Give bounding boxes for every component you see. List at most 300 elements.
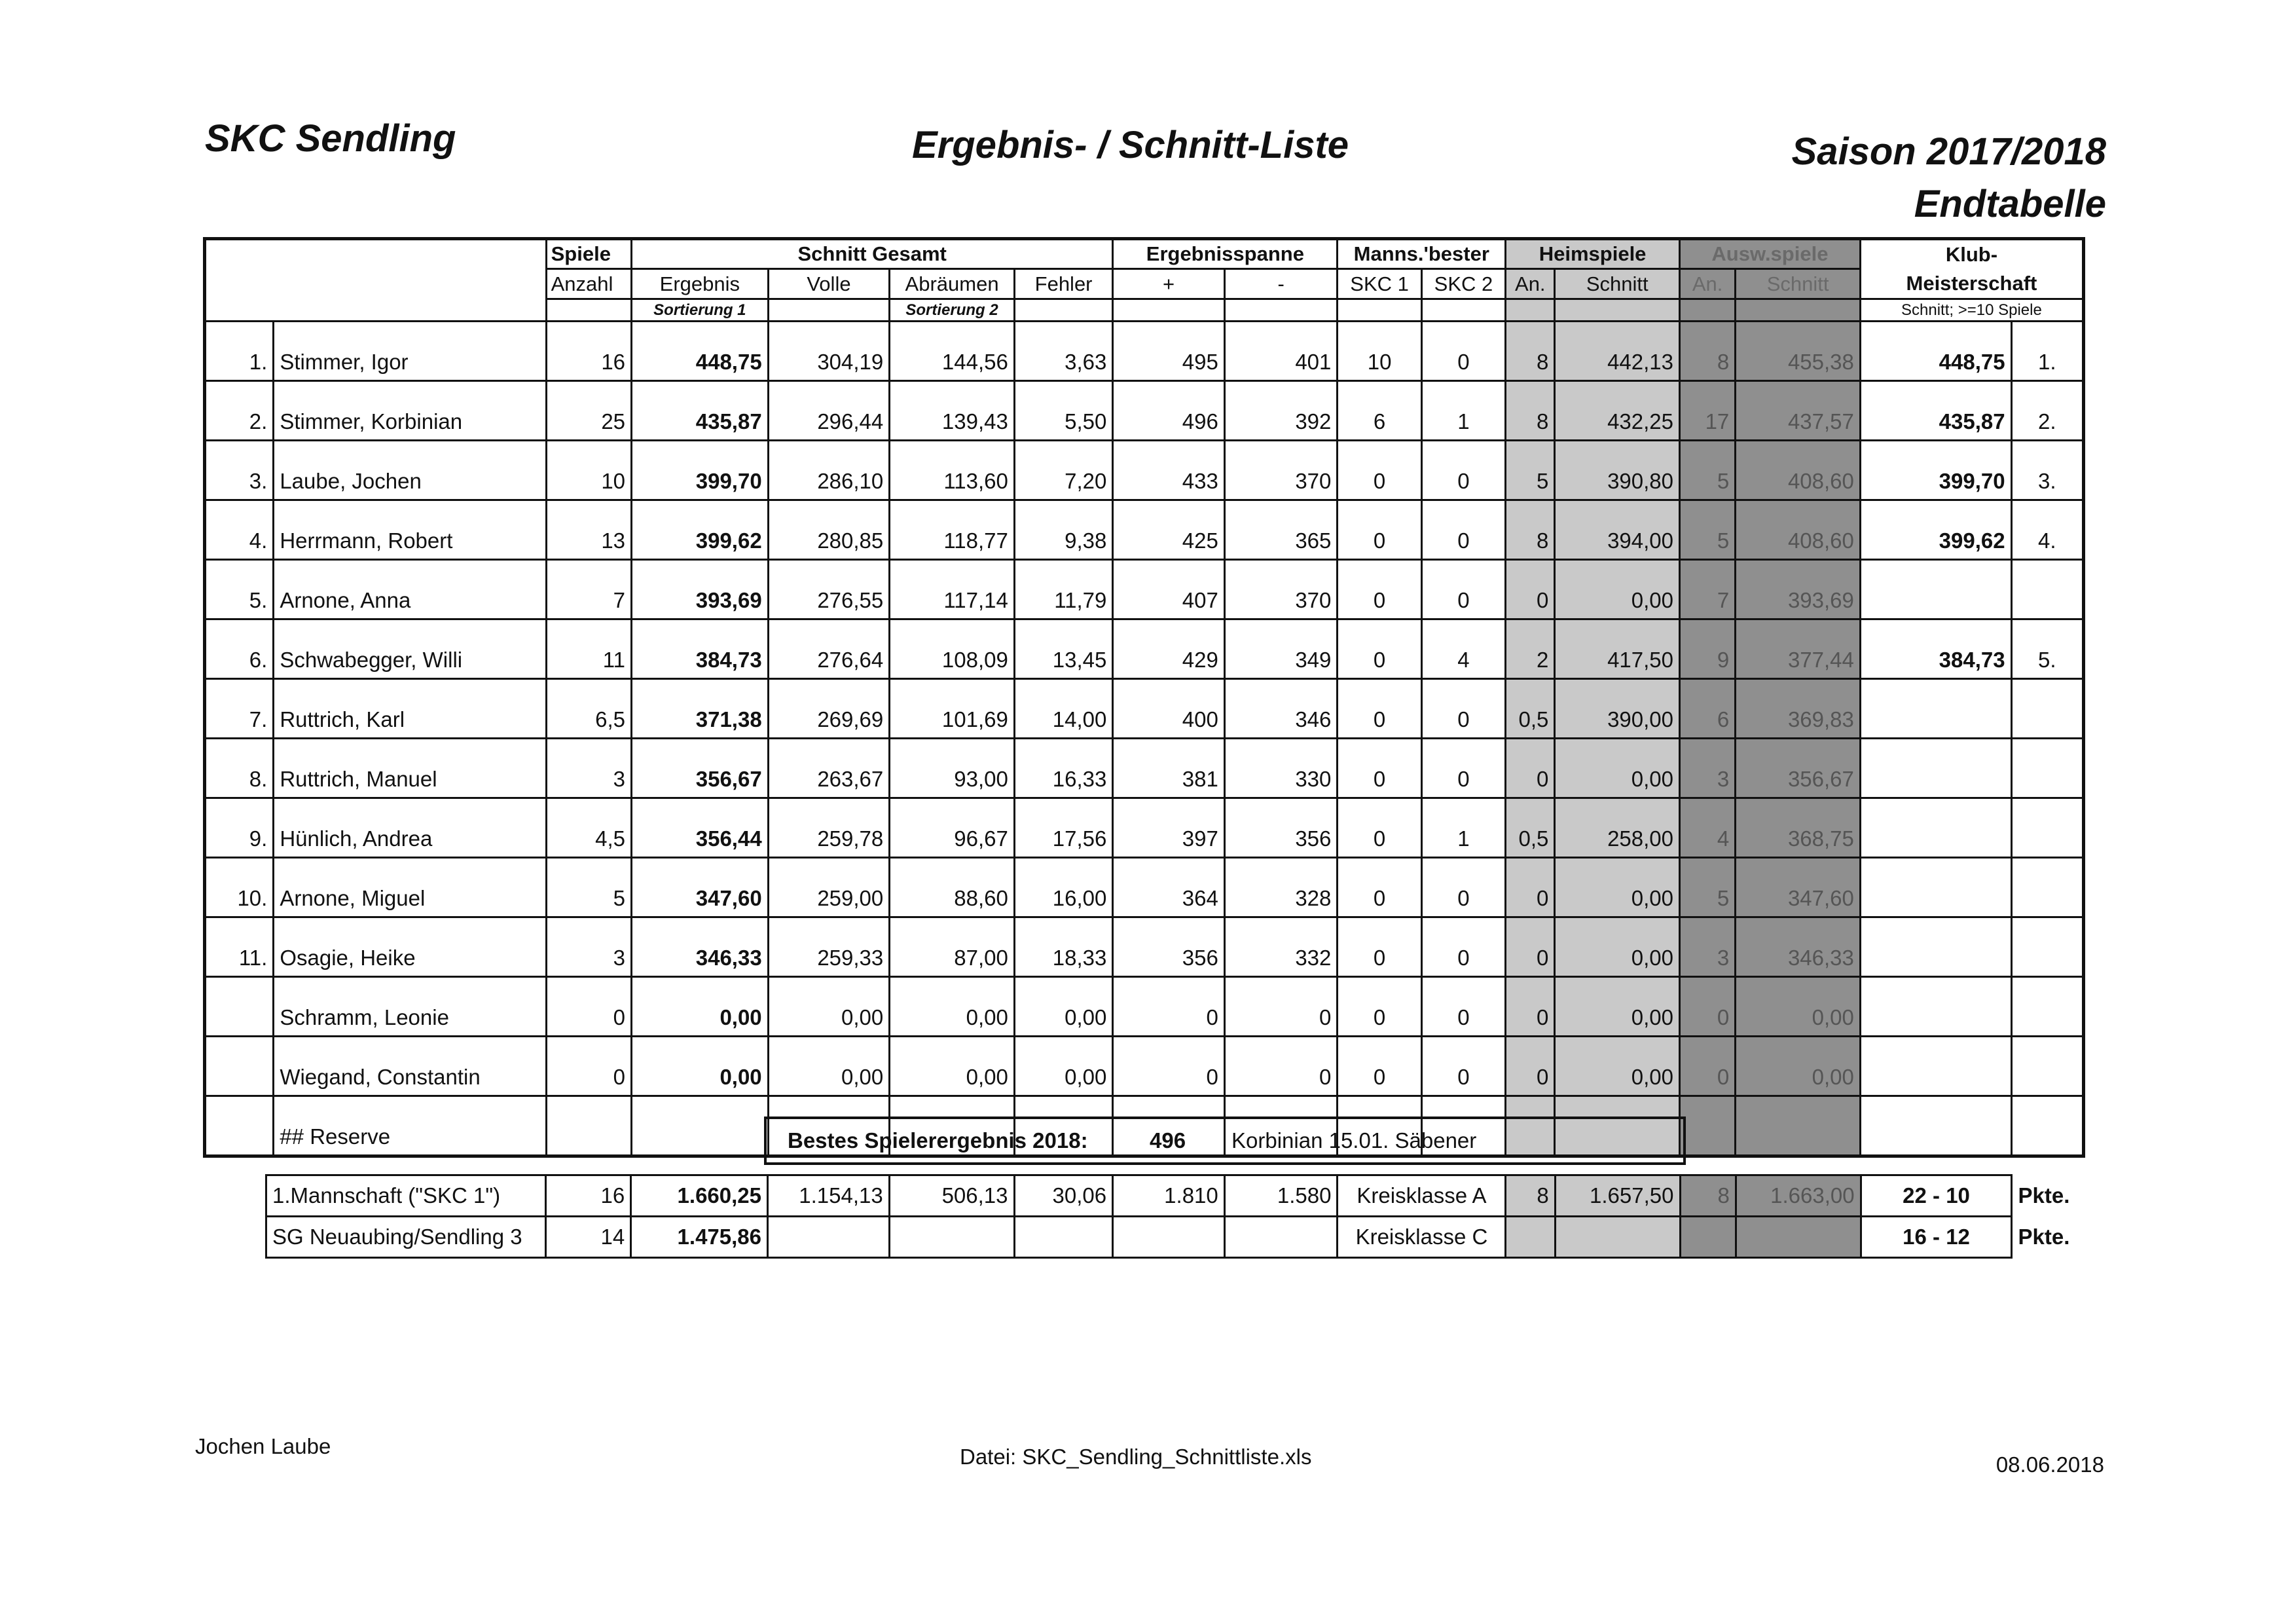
player-name: Schwabegger, Willi bbox=[274, 619, 546, 679]
player-heim-an: 0,5 bbox=[1506, 679, 1555, 739]
player-skc1: 0 bbox=[1338, 739, 1421, 798]
player-plus: 364 bbox=[1113, 858, 1225, 917]
player-heim-an: 5 bbox=[1506, 441, 1555, 500]
season-label: Saison 2017/2018 bbox=[1791, 130, 2106, 173]
player-rank: 4. bbox=[205, 500, 274, 560]
player-skc2: 0 bbox=[1421, 322, 1505, 381]
table-row bbox=[205, 560, 2084, 619]
player-abraeumen: 108,09 bbox=[890, 619, 1015, 679]
player-klub-rank: 1. bbox=[2011, 322, 2083, 381]
player-ausw-an: 7 bbox=[1680, 560, 1736, 619]
player-abraeumen: 93,00 bbox=[890, 739, 1015, 798]
player-rank: 5. bbox=[205, 560, 274, 619]
team-abraeumen bbox=[889, 1217, 1014, 1258]
player-ausw-an: 17 bbox=[1680, 381, 1736, 441]
player-ausw-an: 0 bbox=[1680, 1037, 1736, 1096]
col-skc2: SKC 2 bbox=[1421, 269, 1505, 299]
player-heim-an: 0 bbox=[1506, 977, 1555, 1037]
player-heim-schnitt: 442,13 bbox=[1555, 322, 1680, 381]
player-skc1: 0 bbox=[1338, 500, 1421, 560]
player-ausw-schnitt: 408,60 bbox=[1736, 441, 1861, 500]
player-volle: 259,78 bbox=[768, 798, 890, 858]
table-row bbox=[205, 619, 2084, 679]
player-skc2: 0 bbox=[1421, 500, 1505, 560]
player-name: Wiegand, Constantin bbox=[274, 1037, 546, 1096]
player-spiele: 0 bbox=[546, 1037, 631, 1096]
player-name: Ruttrich, Karl bbox=[274, 679, 546, 739]
player-spiele: 16 bbox=[546, 322, 631, 381]
player-skc2: 0 bbox=[1421, 1037, 1505, 1096]
player-heim-schnitt: 0,00 bbox=[1555, 739, 1680, 798]
player-ausw-schnitt: 408,60 bbox=[1736, 500, 1861, 560]
player-volle: 296,44 bbox=[768, 381, 890, 441]
col-ausw-an: An. bbox=[1680, 269, 1736, 299]
table-row bbox=[205, 798, 2084, 858]
player-skc2: 0 bbox=[1421, 560, 1505, 619]
player-ausw-schnitt: 0,00 bbox=[1736, 1037, 1861, 1096]
sort-2-note: Sortierung 2 bbox=[890, 299, 1015, 322]
col-spiele-bottom: Anzahl bbox=[546, 269, 631, 299]
player-klub bbox=[1860, 798, 2011, 858]
player-skc1: 0 bbox=[1338, 560, 1421, 619]
player-ergebnis: 435,87 bbox=[632, 381, 769, 441]
player-minus: 0 bbox=[1224, 977, 1338, 1037]
player-ergebnis: 347,60 bbox=[632, 858, 769, 917]
player-klub-rank: 2. bbox=[2011, 381, 2083, 441]
best-result-value: 496 bbox=[1150, 1128, 1186, 1153]
best-result-detail: Korbinian 15.01. Säbener bbox=[1231, 1128, 1477, 1153]
player-heim-schnitt: 0,00 bbox=[1555, 858, 1680, 917]
player-fehler: 16,00 bbox=[1014, 858, 1112, 917]
player-fehler: 0,00 bbox=[1014, 977, 1112, 1037]
col-ausw-schnitt: Schnitt bbox=[1736, 269, 1861, 299]
player-skc2: 0 bbox=[1421, 441, 1505, 500]
player-heim-schnitt: 0,00 bbox=[1555, 917, 1680, 977]
team-plus bbox=[1113, 1217, 1225, 1258]
player-plus: 429 bbox=[1113, 619, 1225, 679]
team-ausw-an bbox=[1680, 1217, 1736, 1258]
team-pkte-label: Pkte. bbox=[2018, 1183, 2070, 1208]
team-minus bbox=[1224, 1217, 1338, 1258]
team-plus: 1.810 bbox=[1113, 1175, 1225, 1217]
team-heim-an: 8 bbox=[1506, 1175, 1555, 1217]
player-spiele: 4,5 bbox=[546, 798, 631, 858]
player-rank: 10. bbox=[205, 858, 274, 917]
player-rank bbox=[205, 1037, 274, 1096]
player-heim-schnitt: 390,00 bbox=[1555, 679, 1680, 739]
team-liga: Kreisklasse A bbox=[1338, 1175, 1506, 1217]
player-abraeumen: 117,14 bbox=[890, 560, 1015, 619]
footer-file: Datei: SKC_Sendling_Schnittliste.xls bbox=[960, 1445, 1312, 1469]
player-ausw-an: 3 bbox=[1680, 739, 1736, 798]
player-spiele: 7 bbox=[546, 560, 631, 619]
player-klub-rank bbox=[2011, 858, 2083, 917]
player-spiele: 3 bbox=[546, 739, 631, 798]
player-ergebnis: 356,44 bbox=[632, 798, 769, 858]
player-abraeumen: 88,60 bbox=[890, 858, 1015, 917]
player-fehler: 14,00 bbox=[1014, 679, 1112, 739]
player-abraeumen: 118,77 bbox=[890, 500, 1015, 560]
team-spiele: 16 bbox=[545, 1175, 631, 1217]
player-klub-rank bbox=[2011, 679, 2083, 739]
player-ausw-schnitt: 393,69 bbox=[1736, 560, 1861, 619]
table-row bbox=[205, 679, 2084, 739]
player-volle: 304,19 bbox=[768, 322, 890, 381]
player-rank: 9. bbox=[205, 798, 274, 858]
player-abraeumen: 0,00 bbox=[890, 1037, 1015, 1096]
table-subtitle: Endtabelle bbox=[1914, 183, 2106, 225]
player-skc1: 0 bbox=[1338, 858, 1421, 917]
player-minus: 330 bbox=[1224, 739, 1338, 798]
player-plus: 495 bbox=[1113, 322, 1225, 381]
team-punkte: 16 - 12 bbox=[1861, 1217, 2012, 1258]
table-row bbox=[205, 441, 2084, 500]
col-minus: - bbox=[1224, 269, 1338, 299]
player-skc1: 0 bbox=[1338, 679, 1421, 739]
player-heim-schnitt: 0,00 bbox=[1555, 977, 1680, 1037]
player-fehler: 13,45 bbox=[1014, 619, 1112, 679]
player-ausw-schnitt bbox=[1736, 1096, 1861, 1156]
player-heim-schnitt: 0,00 bbox=[1555, 1037, 1680, 1096]
team-spiele: 14 bbox=[545, 1217, 631, 1258]
player-name: Laube, Jochen bbox=[274, 441, 546, 500]
player-plus: 356 bbox=[1113, 917, 1225, 977]
player-skc1: 0 bbox=[1338, 798, 1421, 858]
player-plus: 381 bbox=[1113, 739, 1225, 798]
table-row bbox=[205, 322, 2084, 381]
player-fehler: 18,33 bbox=[1014, 917, 1112, 977]
table-row bbox=[205, 739, 2084, 798]
player-spiele: 5 bbox=[546, 858, 631, 917]
col-schnitt-gesamt: Schnitt Gesamt bbox=[632, 239, 1113, 269]
col-heimspiele: Heimspiele bbox=[1506, 239, 1680, 269]
table-row bbox=[205, 1037, 2084, 1096]
col-heim-schnitt: Schnitt bbox=[1555, 269, 1680, 299]
player-volle: 280,85 bbox=[768, 500, 890, 560]
player-minus: 0 bbox=[1224, 1037, 1338, 1096]
player-ausw-an: 5 bbox=[1680, 500, 1736, 560]
team-volle: 1.154,13 bbox=[768, 1175, 890, 1217]
player-ausw-schnitt: 437,57 bbox=[1736, 381, 1861, 441]
player-skc1: 0 bbox=[1338, 977, 1421, 1037]
player-fehler: 9,38 bbox=[1014, 500, 1112, 560]
player-minus: 370 bbox=[1224, 441, 1338, 500]
player-abraeumen: 87,00 bbox=[890, 917, 1015, 977]
player-heim-an: 0 bbox=[1506, 1037, 1555, 1096]
player-klub bbox=[1860, 679, 2011, 739]
col-fehler: Fehler bbox=[1014, 269, 1112, 299]
player-rank: 3. bbox=[205, 441, 274, 500]
player-heim-schnitt: 390,80 bbox=[1555, 441, 1680, 500]
player-klub-rank: 4. bbox=[2011, 500, 2083, 560]
player-spiele: 3 bbox=[546, 917, 631, 977]
player-rank bbox=[205, 1096, 274, 1156]
player-minus: 349 bbox=[1224, 619, 1338, 679]
player-skc1: 0 bbox=[1338, 1037, 1421, 1096]
player-ausw-an: 4 bbox=[1680, 798, 1736, 858]
player-spiele: 6,5 bbox=[546, 679, 631, 739]
player-minus: 356 bbox=[1224, 798, 1338, 858]
player-heim-an: 0 bbox=[1506, 739, 1555, 798]
player-ergebnis: 399,70 bbox=[632, 441, 769, 500]
player-skc2: 0 bbox=[1421, 858, 1505, 917]
player-name: Osagie, Heike bbox=[274, 917, 546, 977]
player-rank: 6. bbox=[205, 619, 274, 679]
player-volle: 0,00 bbox=[768, 977, 890, 1037]
player-heim-an: 2 bbox=[1506, 619, 1555, 679]
player-klub-rank: 5. bbox=[2011, 619, 2083, 679]
player-heim-an: 0 bbox=[1506, 858, 1555, 917]
col-spiele-top: Spiele bbox=[546, 239, 631, 269]
team-ergebnis: 1.660,25 bbox=[631, 1175, 768, 1217]
player-fehler: 17,56 bbox=[1014, 798, 1112, 858]
player-klub bbox=[1860, 917, 2011, 977]
table-row bbox=[205, 500, 2084, 560]
player-klub-rank bbox=[2011, 977, 2083, 1037]
player-ausw-schnitt: 377,44 bbox=[1736, 619, 1861, 679]
player-minus: 370 bbox=[1224, 560, 1338, 619]
player-minus: 346 bbox=[1224, 679, 1338, 739]
sort-1-note: Sortierung 1 bbox=[632, 299, 769, 322]
player-fehler: 3,63 bbox=[1014, 322, 1112, 381]
player-heim-schnitt: 394,00 bbox=[1555, 500, 1680, 560]
player-ausw-an: 5 bbox=[1680, 441, 1736, 500]
player-plus: 425 bbox=[1113, 500, 1225, 560]
table-row bbox=[205, 381, 2084, 441]
player-minus: 332 bbox=[1224, 917, 1338, 977]
player-klub-rank bbox=[2011, 560, 2083, 619]
player-klub-rank bbox=[2011, 739, 2083, 798]
player-klub: 399,62 bbox=[1860, 500, 2011, 560]
col-volle: Volle bbox=[768, 269, 890, 299]
player-ausw-an: 3 bbox=[1680, 917, 1736, 977]
player-skc1: 0 bbox=[1338, 619, 1421, 679]
player-spiele: 13 bbox=[546, 500, 631, 560]
player-klub-rank bbox=[2011, 1096, 2083, 1156]
player-heim-an: 8 bbox=[1506, 381, 1555, 441]
team-summary-table bbox=[265, 1174, 2085, 1259]
player-name: Arnone, Miguel bbox=[274, 858, 546, 917]
team-abraeumen: 506,13 bbox=[889, 1175, 1014, 1217]
player-heim-schnitt: 432,25 bbox=[1555, 381, 1680, 441]
player-rank: 11. bbox=[205, 917, 274, 977]
col-heim-an: An. bbox=[1506, 269, 1555, 299]
best-result-box bbox=[764, 1116, 1686, 1165]
player-plus: 397 bbox=[1113, 798, 1225, 858]
player-plus: 0 bbox=[1113, 977, 1225, 1037]
player-heim-schnitt: 0,00 bbox=[1555, 560, 1680, 619]
player-heim-schnitt: 417,50 bbox=[1555, 619, 1680, 679]
player-rank: 7. bbox=[205, 679, 274, 739]
col-klub: Klub- Meisterschaft bbox=[1860, 239, 2083, 299]
player-ergebnis bbox=[632, 1096, 769, 1156]
player-klub-rank bbox=[2011, 1037, 2083, 1096]
player-plus: 433 bbox=[1113, 441, 1225, 500]
player-ausw-an: 6 bbox=[1680, 679, 1736, 739]
player-spiele: 25 bbox=[546, 381, 631, 441]
col-plus: + bbox=[1113, 269, 1225, 299]
player-plus: 407 bbox=[1113, 560, 1225, 619]
player-fehler: 0,00 bbox=[1014, 1037, 1112, 1096]
col-skc1: SKC 1 bbox=[1338, 269, 1421, 299]
col-auswspiele: Ausw.spiele bbox=[1680, 239, 1861, 269]
team-minus: 1.580 bbox=[1224, 1175, 1338, 1217]
player-name: Schramm, Leonie bbox=[274, 977, 546, 1037]
player-klub bbox=[1860, 1037, 2011, 1096]
player-plus: 496 bbox=[1113, 381, 1225, 441]
player-volle: 269,69 bbox=[768, 679, 890, 739]
player-klub: 435,87 bbox=[1860, 381, 2011, 441]
player-ausw-an: 9 bbox=[1680, 619, 1736, 679]
team-fehler: 30,06 bbox=[1014, 1175, 1113, 1217]
player-heim-an: 0,5 bbox=[1506, 798, 1555, 858]
player-ausw-an: 0 bbox=[1680, 977, 1736, 1037]
player-minus: 365 bbox=[1224, 500, 1338, 560]
player-volle: 259,00 bbox=[768, 858, 890, 917]
best-result-label: Bestes Spielerergebnis 2018: bbox=[788, 1128, 1088, 1153]
player-volle: 0,00 bbox=[768, 1037, 890, 1096]
player-ergebnis: 384,73 bbox=[632, 619, 769, 679]
player-klub-rank bbox=[2011, 798, 2083, 858]
player-fehler: 7,20 bbox=[1014, 441, 1112, 500]
player-abraeumen: 139,43 bbox=[890, 381, 1015, 441]
player-klub-rank bbox=[2011, 917, 2083, 977]
player-plus: 0 bbox=[1113, 1037, 1225, 1096]
team-heim-schnitt bbox=[1555, 1217, 1680, 1258]
player-ausw-schnitt: 455,38 bbox=[1736, 322, 1861, 381]
player-volle: 276,64 bbox=[768, 619, 890, 679]
player-spiele: 10 bbox=[546, 441, 631, 500]
player-ergebnis: 371,38 bbox=[632, 679, 769, 739]
team-fehler bbox=[1014, 1217, 1113, 1258]
player-heim-schnitt: 258,00 bbox=[1555, 798, 1680, 858]
player-abraeumen: 0,00 bbox=[890, 977, 1015, 1037]
player-ausw-schnitt: 346,33 bbox=[1736, 917, 1861, 977]
klub-note: Schnitt; >=10 Spiele bbox=[1860, 299, 2083, 322]
player-skc2: 0 bbox=[1421, 977, 1505, 1037]
player-volle: 286,10 bbox=[768, 441, 890, 500]
player-name: Herrmann, Robert bbox=[274, 500, 546, 560]
player-heim-an: 0 bbox=[1506, 917, 1555, 977]
player-minus: 392 bbox=[1224, 381, 1338, 441]
player-skc1: 0 bbox=[1338, 917, 1421, 977]
player-abraeumen: 144,56 bbox=[890, 322, 1015, 381]
player-ausw-schnitt: 368,75 bbox=[1736, 798, 1861, 858]
player-skc1: 0 bbox=[1338, 441, 1421, 500]
player-fehler: 16,33 bbox=[1014, 739, 1112, 798]
player-skc2: 0 bbox=[1421, 739, 1505, 798]
player-klub: 384,73 bbox=[1860, 619, 2011, 679]
player-heim-an: 0 bbox=[1506, 560, 1555, 619]
player-klub: 399,70 bbox=[1860, 441, 2011, 500]
table-row bbox=[205, 977, 2084, 1037]
player-skc1: 10 bbox=[1338, 322, 1421, 381]
player-heim-an: 8 bbox=[1506, 500, 1555, 560]
player-name: Stimmer, Igor bbox=[274, 322, 546, 381]
player-ausw-an: 8 bbox=[1680, 322, 1736, 381]
footer-date: 08.06.2018 bbox=[1995, 1452, 2104, 1477]
team-volle bbox=[768, 1217, 890, 1258]
team-ergebnis: 1.475,86 bbox=[631, 1217, 768, 1258]
player-ausw-schnitt: 356,67 bbox=[1736, 739, 1861, 798]
player-rank: 2. bbox=[205, 381, 274, 441]
player-ergebnis: 346,33 bbox=[632, 917, 769, 977]
player-abraeumen: 96,67 bbox=[890, 798, 1015, 858]
player-plus: 400 bbox=[1113, 679, 1225, 739]
team-ausw-an: 8 bbox=[1680, 1175, 1736, 1217]
player-ergebnis: 356,67 bbox=[632, 739, 769, 798]
player-minus: 401 bbox=[1224, 322, 1338, 381]
table-row bbox=[205, 917, 2084, 977]
player-ergebnis: 393,69 bbox=[632, 560, 769, 619]
player-minus: 328 bbox=[1224, 858, 1338, 917]
player-rank: 1. bbox=[205, 322, 274, 381]
header-row-1 bbox=[205, 239, 2084, 269]
team-heim-an bbox=[1506, 1217, 1555, 1258]
player-skc2: 1 bbox=[1421, 381, 1505, 441]
club-name: SKC Sendling bbox=[205, 117, 456, 160]
results-table bbox=[203, 237, 2085, 1158]
page-title: Ergebnis- / Schnitt-Liste bbox=[912, 124, 1349, 166]
player-ausw-an: 5 bbox=[1680, 858, 1736, 917]
team-row bbox=[266, 1217, 2085, 1258]
team-liga: Kreisklasse C bbox=[1338, 1217, 1506, 1258]
player-skc2: 0 bbox=[1421, 679, 1505, 739]
player-ausw-an bbox=[1680, 1096, 1736, 1156]
player-klub bbox=[1860, 977, 2011, 1037]
player-volle: 259,33 bbox=[768, 917, 890, 977]
player-skc2: 4 bbox=[1421, 619, 1505, 679]
col-abraeumen: Abräumen bbox=[890, 269, 1015, 299]
player-ergebnis: 399,62 bbox=[632, 500, 769, 560]
table-row bbox=[205, 858, 2084, 917]
player-klub bbox=[1860, 560, 2011, 619]
player-ausw-schnitt: 0,00 bbox=[1736, 977, 1861, 1037]
player-ausw-schnitt: 347,60 bbox=[1736, 858, 1861, 917]
player-rank: 8. bbox=[205, 739, 274, 798]
player-ergebnis: 448,75 bbox=[632, 322, 769, 381]
col-manns-bester: Manns.'bester bbox=[1338, 239, 1506, 269]
team-row bbox=[266, 1175, 2085, 1217]
player-volle: 276,55 bbox=[768, 560, 890, 619]
player-klub bbox=[1860, 1096, 2011, 1156]
player-abraeumen: 101,69 bbox=[890, 679, 1015, 739]
player-heim-an: 8 bbox=[1506, 322, 1555, 381]
player-rank bbox=[205, 977, 274, 1037]
player-volle: 263,67 bbox=[768, 739, 890, 798]
team-pkte-label: Pkte. bbox=[2018, 1225, 2070, 1249]
player-skc1: 6 bbox=[1338, 381, 1421, 441]
team-name: SG Neuaubing/Sendling 3 bbox=[266, 1217, 546, 1258]
col-ergebnis: Ergebnis bbox=[632, 269, 769, 299]
player-spiele: 11 bbox=[546, 619, 631, 679]
player-spiele bbox=[546, 1096, 631, 1156]
player-klub-rank: 3. bbox=[2011, 441, 2083, 500]
player-klub: 448,75 bbox=[1860, 322, 2011, 381]
player-ergebnis: 0,00 bbox=[632, 1037, 769, 1096]
player-skc2: 0 bbox=[1421, 917, 1505, 977]
player-fehler: 5,50 bbox=[1014, 381, 1112, 441]
player-name: Arnone, Anna bbox=[274, 560, 546, 619]
team-heim-schnitt: 1.657,50 bbox=[1555, 1175, 1680, 1217]
player-skc2: 1 bbox=[1421, 798, 1505, 858]
player-klub bbox=[1860, 858, 2011, 917]
team-name: 1.Mannschaft ("SKC 1") bbox=[266, 1175, 546, 1217]
team-ausw-schnitt bbox=[1736, 1217, 1861, 1258]
player-fehler: 11,79 bbox=[1014, 560, 1112, 619]
player-klub bbox=[1860, 739, 2011, 798]
player-name: Stimmer, Korbinian bbox=[274, 381, 546, 441]
